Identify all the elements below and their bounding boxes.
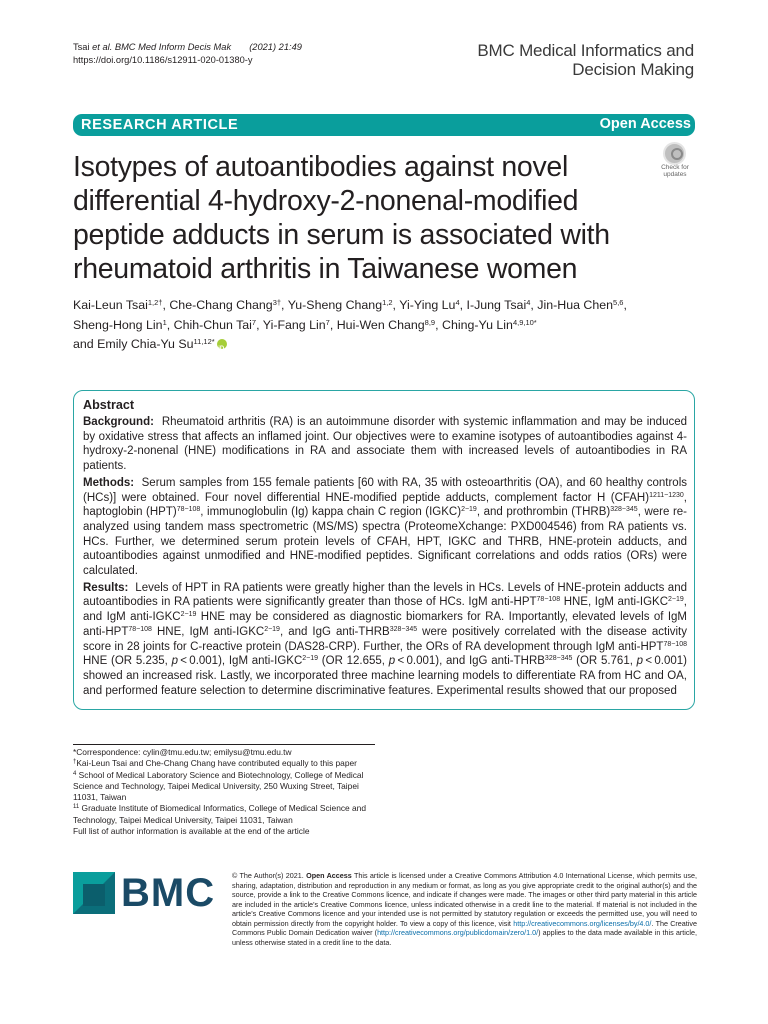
results-sup: 328−345 bbox=[544, 655, 573, 663]
results-text: HNE (OR 5.235, bbox=[83, 655, 172, 668]
results-sup: 78−108 bbox=[128, 625, 152, 633]
affiliation-number: 11 bbox=[73, 804, 80, 811]
abstract-methods bbox=[83, 476, 687, 579]
results-sup: 328−345 bbox=[389, 625, 418, 633]
license-text bbox=[232, 871, 697, 947]
results-text: (OR 5.761, bbox=[572, 655, 637, 668]
affiliation-note bbox=[73, 803, 373, 826]
p-value-symbol: p bbox=[171, 655, 178, 668]
affiliation-text: School of Medical Laboratory Science and Biotechnology, College of Medical Science and Technology, Taipei Medical University, 250 Wuxing Street, Taipei 11031, Taiwan bbox=[73, 769, 364, 803]
open-access-label: Open Access bbox=[599, 116, 691, 132]
results-text: < 0.001) showed an increased risk. Lastly, we incorporated three machine learning models to differentiate RA from HC and OA, and performed feature selection to determine discriminative features. Experimental results showed that our proposed bbox=[83, 655, 688, 697]
results-text: HNE, IgM anti-IGKC bbox=[151, 625, 265, 638]
equal-contribution-note bbox=[73, 758, 373, 769]
p-value-symbol: p bbox=[388, 655, 396, 668]
check-updates-text bbox=[655, 164, 695, 178]
results-text: < 0.001), and IgG anti-THRB bbox=[395, 655, 545, 668]
license-mid: . The Creative Commons Public Domain Dedication waiver ( bbox=[232, 918, 697, 937]
results-sup: 2−19 bbox=[180, 611, 197, 619]
results-sup: 78−108 bbox=[536, 596, 561, 604]
author-affiliation: 11,12* bbox=[193, 337, 215, 346]
methods-text: , were re-analyzed using tandem mass spectrometric (MS/MS) spectra (ProteomeXchange: PXD004546) from RA patients vs. HCs. Further, we determined serum protein levels of CFAH, HPT, IGKC and THRB, HNE-protein adducts, and autoantibodies against unmodified and HNE-modified peptides. Significant correlations and odds ratios (ORs) were calculated. bbox=[83, 506, 688, 578]
journal-name-line1: BMC Medical Informatics and bbox=[477, 41, 694, 60]
results-sup: 78−108 bbox=[663, 640, 687, 648]
author-name: Jin-Hua Chen bbox=[537, 298, 614, 312]
citation-header bbox=[73, 41, 302, 67]
author-name: I-Jung Tsai bbox=[466, 298, 527, 312]
orcid-icon[interactable] bbox=[217, 339, 227, 349]
article-type-banner bbox=[73, 114, 695, 136]
affiliation-text: Graduate Institute of Biomedical Informatics, College of Medical Science and Technology, Taipei Medical University, Taipei 11031, Taiwan bbox=[73, 803, 366, 825]
methods-sup: 328−345 bbox=[610, 506, 638, 514]
abstract-heading: Abstract bbox=[83, 398, 135, 412]
author-name: Che-Chang Chang bbox=[169, 298, 273, 312]
author-name: Yi-Fang Lin bbox=[262, 317, 326, 332]
check-updates-line1: Check for bbox=[661, 164, 689, 171]
citation-journal: et al. BMC Med Inform Decis Mak bbox=[92, 42, 232, 52]
methods-sup: 2−19 bbox=[461, 506, 477, 514]
methods-sup: 78−108 bbox=[176, 506, 201, 514]
author-affiliation: 4,9,10* bbox=[512, 317, 537, 327]
license-end: ) applies to the data made available in this article, unless otherwise stated in a credit line to the data. bbox=[232, 928, 698, 947]
methods-text: Serum samples from 155 female patients [60 with RA, 35 with osteoarthritis (OA), and 60 healthy controls (HCs)] were obtained. Four novel differential HNE-modified peptide adducts, complement factor H (CFAH) bbox=[83, 476, 688, 504]
results-text: < 0.001), IgM anti-IGKC bbox=[177, 655, 303, 668]
open-access-bold: Open Access bbox=[306, 871, 352, 880]
article-title: Isotypes of autoantibodies against novel differential 4-hydroxy-2-nonenal-modified peptide adducts in serum is associated with rheumatoid arthritis in Taiwanese women bbox=[73, 151, 610, 285]
citation-authors: Tsai bbox=[73, 42, 93, 52]
background-label: Background: bbox=[83, 416, 154, 428]
equal-contribution-text: Kai-Leun Tsai and Che-Chang Chang have contributed equally to this paper bbox=[76, 758, 357, 769]
abstract-results bbox=[83, 581, 687, 699]
author-affiliation: 5,6 bbox=[613, 298, 624, 307]
author-affiliation: 1,2 bbox=[382, 298, 393, 307]
author-affiliation: 3† bbox=[272, 298, 282, 307]
results-text: , and IgM anti-IGKC bbox=[83, 596, 687, 624]
author-name: Emily Chia-Yu Su bbox=[97, 337, 194, 351]
author-affiliation: 4 bbox=[526, 298, 531, 307]
bmc-logo-icon bbox=[73, 872, 115, 914]
affiliation-number: 4 bbox=[73, 770, 77, 777]
correspondence-note: *Correspondence: cylin@tmu.edu.tw; emilysu@tmu.edu.tw bbox=[73, 747, 292, 757]
license-link[interactable]: http://creativecommons.org/licenses/by/4.0/ bbox=[513, 918, 652, 928]
results-sup: 2−19 bbox=[668, 596, 684, 604]
methods-text: , haptoglobin (HPT) bbox=[83, 491, 687, 519]
author-affiliation: 8,9 bbox=[424, 317, 436, 327]
author-name: Yu-Sheng Chang bbox=[287, 298, 383, 312]
results-text: Levels of HPT in RA patients were greatly higher than the levels in HCs. Levels of HNE-protein adducts and autoantibodies in RA patients were significantly greater than those of HCs. IgM anti-HPT bbox=[83, 581, 687, 609]
doi-link[interactable]: https://doi.org/10.1186/s12911-020-01380-y bbox=[73, 55, 253, 65]
affiliation-note bbox=[73, 770, 373, 804]
background-text: Rheumatoid arthritis (RA) is an autoimmune disorder with systemic inflammation and may be induced by oxidative stress that affects an inflamed joint. Our objectives were to examine isotypes of autoantibodies against 4-hydroxy-2-nonenal (HNE) modifications in RA and associate them with increased levels of autoantibodies in RA patients. bbox=[83, 416, 688, 473]
results-text: , and IgG anti-THRB bbox=[279, 625, 390, 638]
author-affiliation: 4 bbox=[455, 298, 460, 307]
copyright-lead: © The Author(s) 2021. bbox=[232, 871, 307, 880]
methods-text: , and prothrombin (THRB) bbox=[476, 506, 611, 519]
p-value-symbol: p bbox=[636, 655, 644, 668]
check-updates-line2: updates bbox=[663, 171, 687, 178]
check-for-updates-button[interactable] bbox=[655, 142, 695, 180]
author-affiliation: 1 bbox=[162, 317, 167, 327]
results-text: HNE, IgM anti-IGKC bbox=[560, 596, 669, 609]
author-name: Sheng-Hong Lin bbox=[73, 317, 163, 332]
abstract-box bbox=[73, 390, 695, 710]
author-info-note: Full list of author information is available at the end of the article bbox=[73, 826, 310, 837]
journal-name bbox=[477, 41, 694, 79]
bmc-logo-text: BMC bbox=[121, 871, 216, 915]
license-body: This article is licensed under a Creative Commons Attribution 4.0 International License, which permits use, sharing, adaptation, distribution and reproduction in any medium or format, as long as you give appropriate credit to the original author(s) and the source, provide a link to the Creative Commons licence, and indicate if changes were made. The images or other third party material in this article are included in the article’s Creative Commons licence, unless indicated otherwise in a credit line to the material. If material is not included in the article’s Creative Commons licence and your intended use is not permitted by statutory regulation or exceeds the permitted use, you will need to obtain permission directly from the copyright holder. To view a copy of this licence, visit bbox=[232, 871, 697, 928]
journal-name-line2: Decision Making bbox=[572, 60, 694, 79]
methods-text: , immunoglobulin (Ig) kappa chain C region (IGKC) bbox=[200, 506, 462, 519]
results-sup: 2−19 bbox=[302, 655, 319, 663]
author-name: Yi-Ying Lu bbox=[399, 298, 456, 312]
footnote-divider bbox=[73, 744, 375, 745]
check-updates-icon bbox=[663, 142, 686, 165]
article-type-label: RESEARCH ARTICLE bbox=[81, 117, 239, 133]
results-text: HNE may be considered as diagnostic biomarkers for RA. Importantly, elevated levels of IgM anti-HPT bbox=[83, 611, 687, 638]
author-affiliation: 7 bbox=[251, 317, 257, 327]
author-name: Kai-Leun Tsai bbox=[73, 298, 148, 312]
author-affiliation: 7 bbox=[325, 317, 330, 327]
authors-and: and bbox=[73, 337, 98, 351]
footnotes bbox=[73, 747, 373, 837]
author-name: Chih-Chun Tai bbox=[173, 317, 252, 332]
author-affiliation: 1,2† bbox=[147, 298, 163, 307]
results-sup: 2−19 bbox=[264, 625, 280, 633]
results-text: were positively correlated with the disease activity score in 28 joints for C-reactive protein (DAS28-CRP). Further, the ORs of RA development through IgM anti-HPT bbox=[83, 625, 687, 653]
bmc-logo bbox=[73, 872, 218, 922]
author-name: Ching-Yu Lin bbox=[442, 317, 513, 332]
methods-sup: 1211−1230 bbox=[649, 491, 684, 499]
citation-year: (2021) 21:49 bbox=[249, 42, 302, 52]
methods-label: Methods: bbox=[83, 476, 135, 489]
dagger-mark: † bbox=[73, 759, 77, 766]
abstract-background bbox=[83, 415, 687, 474]
author-name: Hui-Wen Chang bbox=[336, 317, 425, 332]
results-text: (OR 12.655, bbox=[318, 655, 389, 668]
public-domain-link[interactable]: http://creativecommons.org/publicdomain/zero/1.0/ bbox=[377, 928, 539, 937]
author-list: Kai-Leun Tsai$^{1,2\dagger}$, Che-Chang Chang$^{3\dagger}$, Yu-Sheng Chang$^{1,2}$, Yi-Ying Lu$^4$, I-Jung Tsai$^4$, Jin-Hua Chen$^{5,6}$, Sheng-Hong Lin$^1$, Chih-Chun Tai$^7$, Yi-Fang Lin$^7$, Hui-Wen Chang$^{8,9}$, Ching-Yu Lin$^{4,9,10*}$ and Emily Chia-Yu $Su^{11,12*}iD$ bbox=[73, 296, 698, 355]
results-label: Results: bbox=[83, 581, 129, 594]
